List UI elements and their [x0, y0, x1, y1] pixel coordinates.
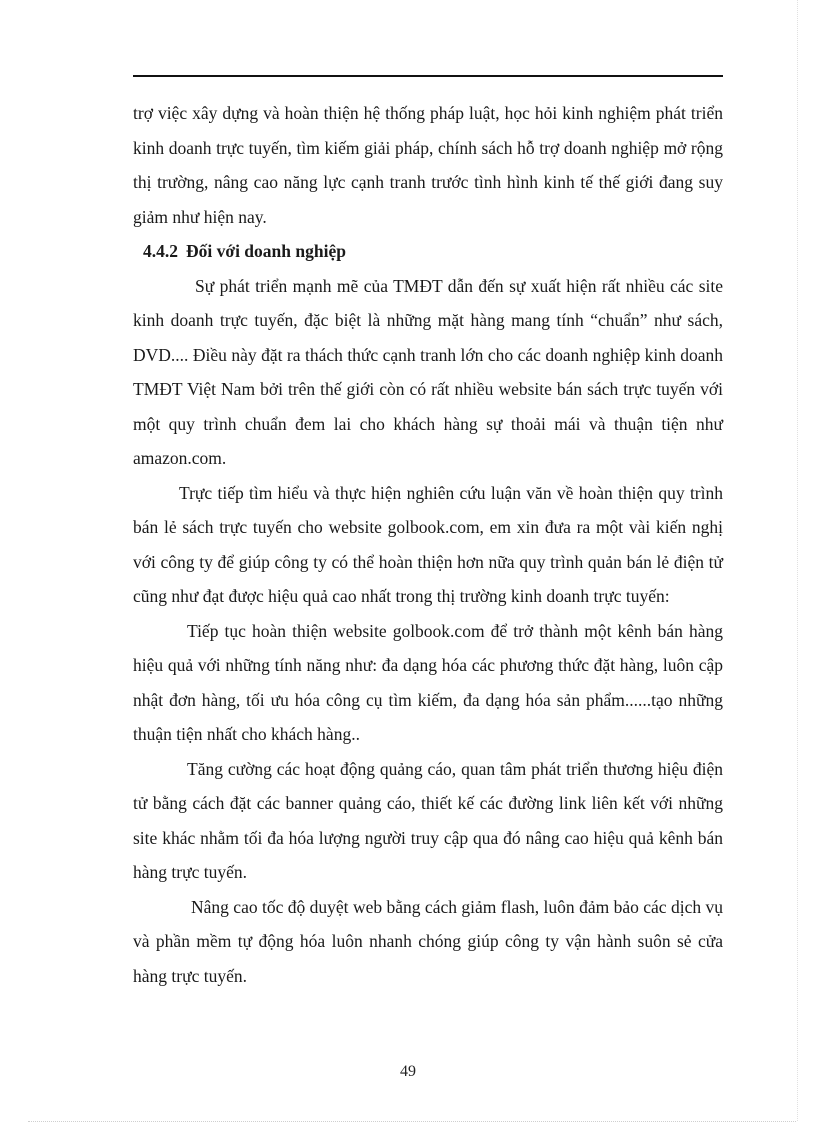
- right-dotted-rule: [797, 0, 798, 1121]
- paragraph-recommendations-intro: Trực tiếp tìm hiểu và thực hiện nghiên cứu luận văn về hoàn thiện quy trình bán lẻ sách trực tuyến cho website golbook.com, em xin đưa ra một vài kiến nghị với công ty để giúp công ty có thể hoàn thiện hơn nữa quy trình quản bán lẻ điện tử cũng như đạt được hiệu quả cao nhất trong thị trường kinh doanh trực tuyến:: [133, 482, 723, 606]
- paragraph-advertising: Tăng cường các hoạt động quảng cáo, quan tâm phát triển thương hiệu điện tử bằng cách đặt các banner quảng cáo, thiết kế các đường link liên kết với những site khác nhằm tối đa hóa lượng người truy cập qua đó nâng cao hiệu quả kênh bán hàng trực tuyến.: [133, 758, 723, 882]
- paragraph-speed: Nâng cao tốc độ duyệt web bằng cách giảm flash, luôn đảm bảo các dịch vụ và phần mềm tự động hóa luôn nhanh chóng giúp công ty vận hành suôn sẻ cửa hàng trực tuyến.: [133, 896, 723, 986]
- page-number: 49: [400, 1063, 416, 1080]
- section-title: Đối với doanh nghiệp: [186, 241, 346, 261]
- paragraph-ecommerce-competition: Sự phát triển mạnh mẽ của TMĐT dẫn đến sự xuất hiện rất nhiều các site kinh doanh trực tuyến, đặc biệt là những mặt hàng mang tính “chuẩn” như sách, DVD.... Điều này đặt ra thách thức cạnh tranh lớn cho các doanh nghiệp kinh doanh TMĐT Việt Nam bởi trên thế giới còn có rất nhiều website bán sách trực tuyến với một quy trình chuẩn đem lai cho khách hàng sự thoải mái và thuận tiện như amazon.com.: [133, 275, 723, 468]
- paragraph-intro-continuation: trợ việc xây dựng và hoàn thiện hệ thống pháp luật, học hỏi kinh nghiệm phát triển kinh doanh trực tuyến, tìm kiếm giải pháp, chính sách hỗ trợ doanh nghiệp mở rộng thị trường, nâng cao năng lực cạnh tranh trước tình hình kinh tế thế giới đang suy giảm như hiện nay.: [133, 103, 723, 227]
- section-heading: [133, 234, 723, 269]
- paragraph-website-improvement: Tiếp tục hoàn thiện website golbook.com để trở thành một kênh bán hàng hiệu quả với những tính năng như: đa dạng hóa các phương thức đặt hàng, luôn cập nhật đơn hàng, tối ưu hóa công cụ tìm kiếm, đa dạng hóa sản phẩm......tạo những thuận tiện nhất cho khách hàng..: [133, 620, 723, 744]
- header-rule: [133, 75, 723, 77]
- page-body: [133, 96, 723, 993]
- footer-dotted-rule: [28, 1121, 796, 1122]
- section-number: 4.4.2: [143, 241, 178, 261]
